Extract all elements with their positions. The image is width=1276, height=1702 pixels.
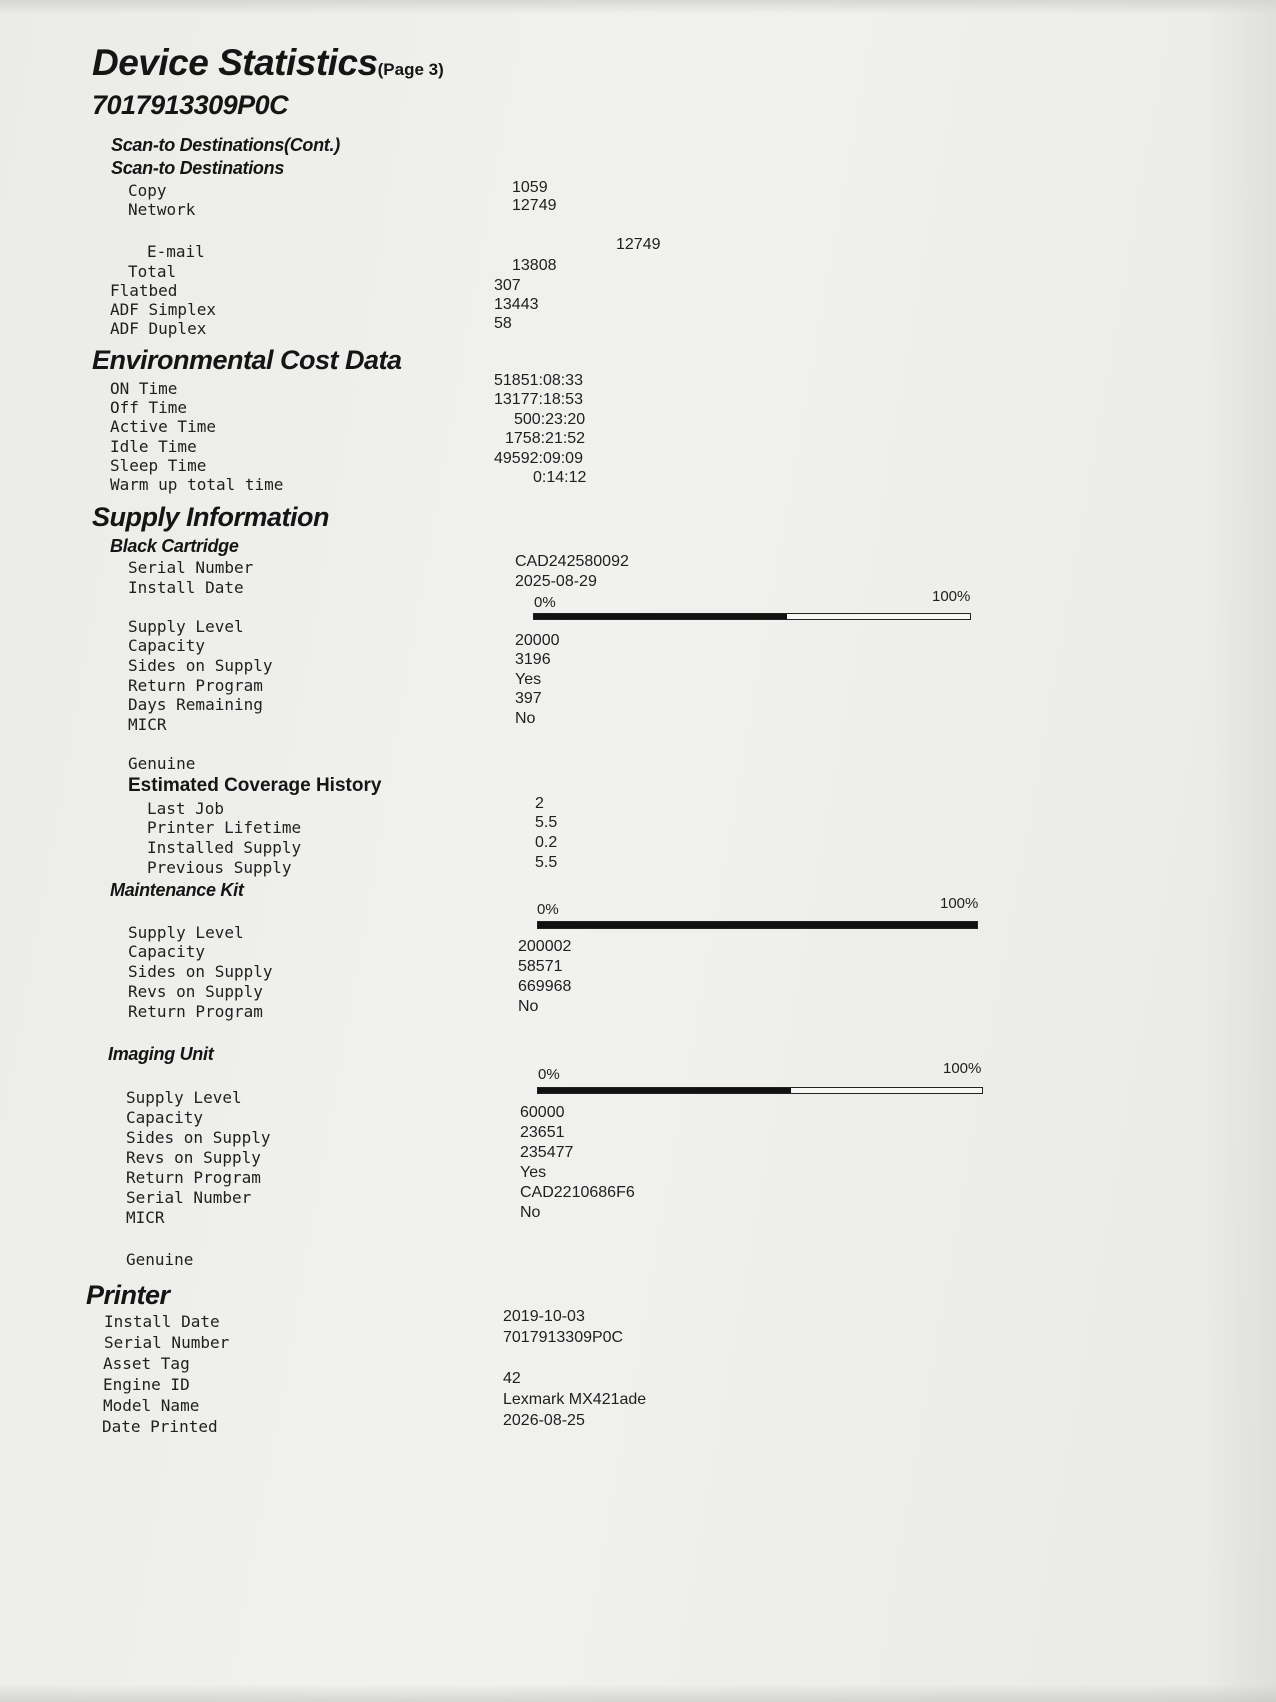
imaging-unit-heading: Imaging Unit [108, 1044, 214, 1064]
maint-return-value: No [518, 998, 539, 1015]
black-cartridge-heading: Black Cartridge [110, 536, 239, 556]
imaging-level-max: 100% [943, 1060, 982, 1077]
imaging-supply-level-fill [538, 1088, 791, 1093]
maint-revs-label: Revs on Supply [128, 982, 263, 1001]
black-genuine-label: Genuine [128, 754, 196, 773]
copy-label: Copy [128, 181, 167, 200]
maint-capacity-label: Capacity [128, 942, 206, 961]
installed-supply-label: Installed Supply [147, 838, 302, 857]
warm-up-label: Warm up total time [110, 475, 284, 494]
environmental-cost-heading: Environmental Cost Data [92, 345, 402, 375]
black-capacity-value: 20000 [515, 632, 560, 649]
page-title [92, 42, 444, 84]
maintenance-kit-heading: Maintenance Kit [110, 880, 244, 900]
imaging-level-label: Supply Level [126, 1088, 242, 1107]
black-level-max: 100% [932, 588, 971, 605]
asset-tag-label: Asset Tag [103, 1354, 190, 1373]
imaging-sides-label: Sides on Supply [126, 1128, 271, 1147]
last-job-value: 2 [535, 795, 544, 812]
printer-install-label: Install Date [104, 1312, 220, 1331]
imaging-sides-value: 23651 [520, 1124, 565, 1141]
idle-time-value: 1758:21:52 [505, 430, 586, 447]
active-time-label: Active Time [110, 417, 216, 436]
active-time-value: 500:23:20 [514, 411, 586, 428]
black-return-value: Yes [515, 671, 542, 688]
printer-install-value: 2019-10-03 [503, 1308, 585, 1325]
adf-simplex-value: 13443 [494, 296, 539, 313]
model-name-value: Lexmark MX421ade [503, 1391, 647, 1408]
imaging-supply-level-bar [537, 1087, 983, 1094]
device-serial-heading: 7017913309P0C [92, 90, 289, 120]
imaging-capacity-value: 60000 [520, 1104, 565, 1121]
warm-up-value: 0:14:12 [533, 469, 587, 486]
black-micr-label: MICR [128, 715, 167, 734]
flatbed-label: Flatbed [110, 281, 178, 300]
black-serial-value: CAD242580092 [515, 553, 629, 570]
black-capacity-label: Capacity [128, 636, 206, 655]
maint-sides-label: Sides on Supply [128, 962, 273, 981]
black-days-value: 397 [515, 690, 542, 707]
title-text: Device Statistics [92, 42, 378, 83]
model-name-label: Model Name [103, 1396, 200, 1415]
black-micr-value: No [515, 710, 536, 727]
printer-lifetime-label: Printer Lifetime [147, 818, 302, 837]
black-serial-label: Serial Number [128, 558, 254, 577]
email-label: E-mail [147, 242, 205, 261]
imaging-micr-value: No [520, 1204, 541, 1221]
imaging-return-label: Return Program [126, 1168, 261, 1187]
off-time-label: Off Time [110, 398, 188, 417]
on-time-value: 51851:08:33 [494, 372, 583, 389]
sleep-time-label: Sleep Time [110, 456, 207, 475]
imaging-return-value: Yes [520, 1164, 547, 1181]
black-days-label: Days Remaining [128, 695, 263, 714]
paper-top-shadow [0, 0, 1276, 14]
maint-sides-value: 58571 [518, 958, 563, 975]
scan-destinations-heading: Scan-to Destinations [111, 158, 285, 178]
paper-edge-shadow [1206, 0, 1276, 1702]
adf-simplex-label: ADF Simplex [110, 300, 216, 319]
paper-bottom-shadow [0, 1684, 1276, 1702]
flatbed-value: 307 [494, 277, 521, 294]
installed-supply-value: 0.2 [535, 834, 558, 851]
black-sides-label: Sides on Supply [128, 656, 273, 675]
black-install-label: Install Date [128, 578, 244, 597]
maint-supply-level-fill [538, 922, 977, 928]
imaging-serial-value: CAD2210686F6 [520, 1184, 635, 1201]
date-printed-label: Date Printed [102, 1417, 218, 1436]
printer-serial-value: 7017913309P0C [503, 1329, 624, 1346]
engine-id-value: 42 [503, 1370, 521, 1387]
total-value: 13808 [512, 257, 557, 274]
last-job-label: Last Job [147, 799, 225, 818]
copy-value: 1059 [512, 179, 548, 196]
black-level-label: Supply Level [128, 617, 244, 636]
printer-heading: Printer [86, 1280, 170, 1310]
maint-supply-level-bar [537, 921, 978, 929]
supply-information-heading: Supply Information [92, 502, 329, 532]
total-label: Total [128, 262, 177, 281]
printer-serial-label: Serial Number [104, 1333, 230, 1352]
maint-level-max: 100% [940, 895, 979, 912]
adf-duplex-label: ADF Duplex [110, 319, 207, 338]
scan-destinations-cont-heading: Scan-to Destinations(Cont.) [111, 135, 340, 155]
coverage-history-heading: Estimated Coverage History [128, 775, 382, 796]
imaging-capacity-label: Capacity [126, 1108, 204, 1127]
black-supply-level-fill [534, 614, 787, 619]
black-return-label: Return Program [128, 676, 263, 695]
imaging-revs-label: Revs on Supply [126, 1148, 261, 1167]
off-time-value: 13177:18:53 [494, 391, 583, 408]
date-printed-value: 2026-08-25 [503, 1412, 585, 1429]
network-value: 12749 [512, 197, 557, 214]
on-time-label: ON Time [110, 379, 178, 398]
maint-capacity-value: 200002 [518, 938, 572, 955]
imaging-revs-value: 235477 [520, 1144, 574, 1161]
engine-id-label: Engine ID [103, 1375, 190, 1394]
network-label: Network [128, 200, 196, 219]
imaging-serial-label: Serial Number [126, 1188, 252, 1207]
maint-level-label: Supply Level [128, 923, 244, 942]
imaging-micr-label: MICR [126, 1208, 165, 1227]
page-number: (Page 3) [377, 60, 444, 79]
previous-supply-label: Previous Supply [147, 858, 292, 877]
black-install-value: 2025-08-29 [515, 573, 597, 590]
printer-lifetime-value: 5.5 [535, 814, 558, 831]
imaging-level-min: 0% [538, 1066, 560, 1083]
maint-revs-value: 669968 [518, 978, 572, 995]
idle-time-label: Idle Time [110, 437, 197, 456]
black-sides-value: 3196 [515, 651, 551, 668]
sleep-time-value: 49592:09:09 [494, 450, 583, 467]
previous-supply-value: 5.5 [535, 854, 558, 871]
imaging-genuine-label: Genuine [126, 1250, 194, 1269]
maint-return-label: Return Program [128, 1002, 263, 1021]
adf-duplex-value: 58 [494, 315, 512, 332]
maint-level-min: 0% [537, 901, 559, 918]
black-level-min: 0% [534, 594, 556, 611]
email-value: 12749 [616, 236, 661, 253]
black-supply-level-bar [533, 613, 971, 620]
